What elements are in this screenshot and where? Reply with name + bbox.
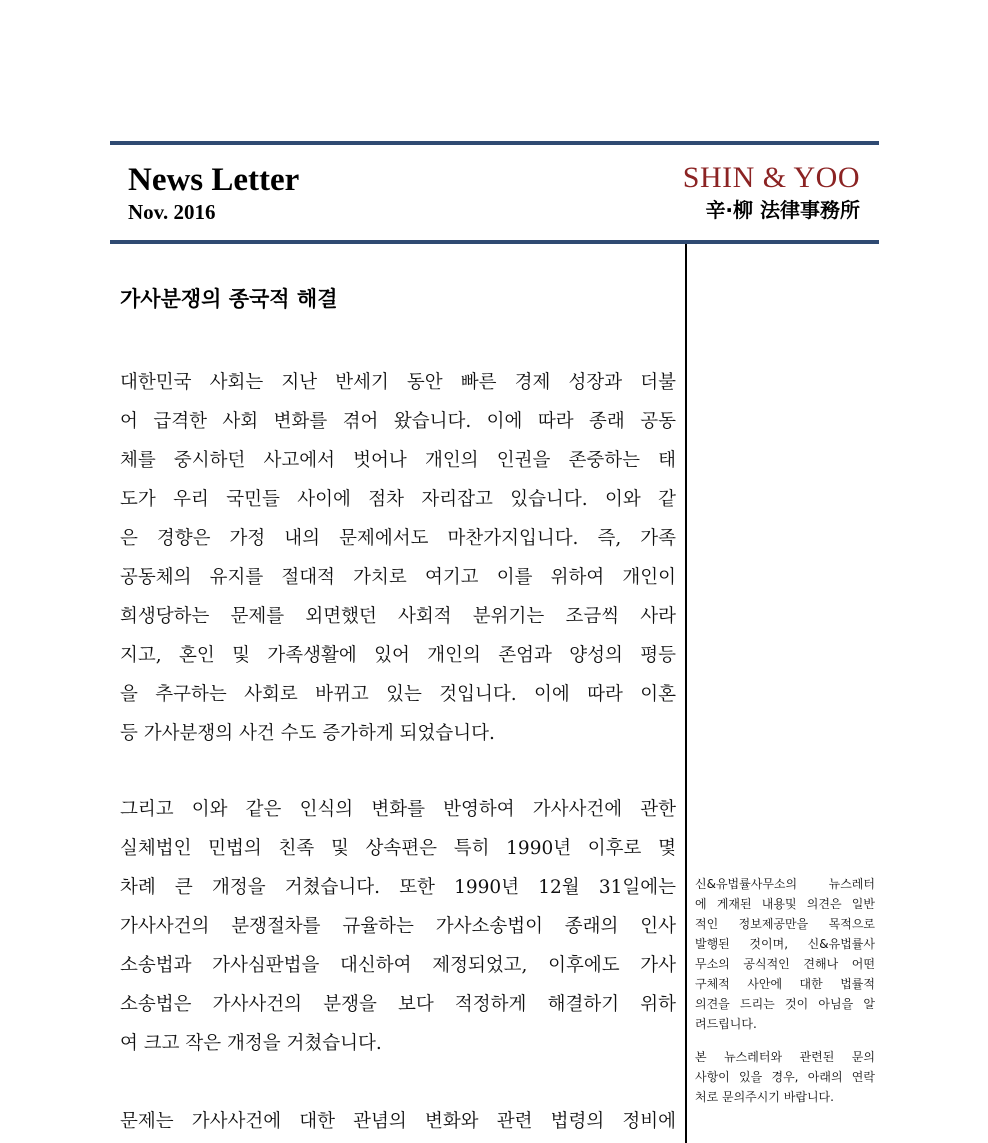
paragraph-line: 대한민국 사회는 지난 반세기 동안 빠른 경제 성장과 더불 bbox=[120, 372, 676, 393]
sidebar-contact bbox=[695, 1047, 875, 1107]
paragraph-line: 그리고 이와 같은 인식의 변화를 반영하여 가사사건에 관한 bbox=[120, 799, 676, 820]
sidebar-line: 의견을 드리는 것이 아님을 알 bbox=[695, 997, 875, 1011]
article-paragraph-2 bbox=[120, 790, 676, 1063]
paragraph-line: 은 경향은 가정 내의 문제에서도 마찬가지입니다. 즉, 가족 bbox=[120, 528, 676, 549]
header-bottom-rule bbox=[110, 240, 879, 244]
paragraph-line: 어 급격한 사회 변화를 겪어 왔습니다. 이에 따라 종래 공동 bbox=[120, 411, 676, 432]
sidebar-line: 적인 정보제공만을 목적으로 bbox=[695, 917, 875, 931]
issue-date: Nov. 2016 bbox=[128, 200, 216, 224]
sidebar-line: 려드립니다. bbox=[695, 1017, 757, 1031]
sidebar-line: 발행된 것이며, 신&유법률사 bbox=[695, 937, 875, 951]
column-divider bbox=[685, 244, 687, 1143]
sidebar-line: 신&유법률사무소의 뉴스레터 bbox=[695, 877, 875, 891]
sidebar-disclaimer bbox=[695, 874, 875, 1034]
paragraph-line: 체를 중시하던 사고에서 벗어나 개인의 인권을 존중하는 태 bbox=[120, 450, 676, 471]
newsletter-title: News Letter bbox=[128, 162, 300, 198]
paragraph-line: 소송법은 가사사건의 분쟁을 보다 적정하게 해결하기 위하 bbox=[120, 994, 676, 1015]
sidebar-line: 구체적 사안에 대한 법률적 bbox=[695, 977, 875, 991]
paragraph-line: 실체법인 민법의 친족 및 상속편은 특히 1990년 이후로 몇 bbox=[120, 838, 676, 859]
paragraph-line: 차례 큰 개정을 거쳤습니다. 또한 1990년 12월 31일에는 bbox=[120, 877, 676, 898]
sidebar-line: 무소의 공식적인 견해나 어떤 bbox=[695, 957, 875, 971]
paragraph-line: 등 가사분쟁의 사건 수도 증가하게 되었습니다. bbox=[120, 723, 495, 744]
firm-logo-name: SHIN & YOO bbox=[682, 161, 860, 194]
article-title: 가사분쟁의 종국적 해결 bbox=[120, 287, 338, 311]
paragraph-line: 도가 우리 국민들 사이에 점차 자리잡고 있습니다. 이와 같 bbox=[120, 489, 676, 510]
sidebar-line: 처로 문의주시기 바랍니다. bbox=[695, 1090, 834, 1104]
paragraph-line: 희생당하는 문제를 외면했던 사회적 분위기는 조금씩 사라 bbox=[120, 606, 676, 627]
paragraph-line: 소송법과 가사심판법을 대신하여 제정되었고, 이후에도 가사 bbox=[120, 955, 676, 976]
paragraph-line: 지고, 혼인 및 가족생활에 있어 개인의 존엄과 양성의 평등 bbox=[120, 645, 676, 666]
sidebar-line: 에 게재된 내용및 의견은 일반 bbox=[695, 897, 875, 911]
sidebar-line: 사항이 있을 경우, 아래의 연락 bbox=[695, 1070, 875, 1084]
article-paragraph-1 bbox=[120, 363, 676, 753]
header-top-rule bbox=[110, 141, 879, 145]
paragraph-line: 가사사건의 분쟁절차를 규율하는 가사소송법이 종래의 인사 bbox=[120, 916, 676, 937]
article-paragraph-3 bbox=[120, 1102, 676, 1141]
paragraph-line: 공동체의 유지를 절대적 가치로 여기고 이를 위하여 개인이 bbox=[120, 567, 676, 588]
firm-name-cjk: 辛·柳 法律事務所 bbox=[705, 198, 860, 222]
paragraph-line: 문제는 가사사건에 대한 관념의 변화와 관련 법령의 정비에 bbox=[120, 1111, 676, 1132]
paragraph-line: 을 추구하는 사회로 바뀌고 있는 것입니다. 이에 따라 이혼 bbox=[120, 684, 676, 705]
sidebar-line: 본 뉴스레터와 관련된 문의 bbox=[695, 1050, 875, 1064]
paragraph-line: 여 크고 작은 개정을 거쳤습니다. bbox=[120, 1033, 382, 1054]
